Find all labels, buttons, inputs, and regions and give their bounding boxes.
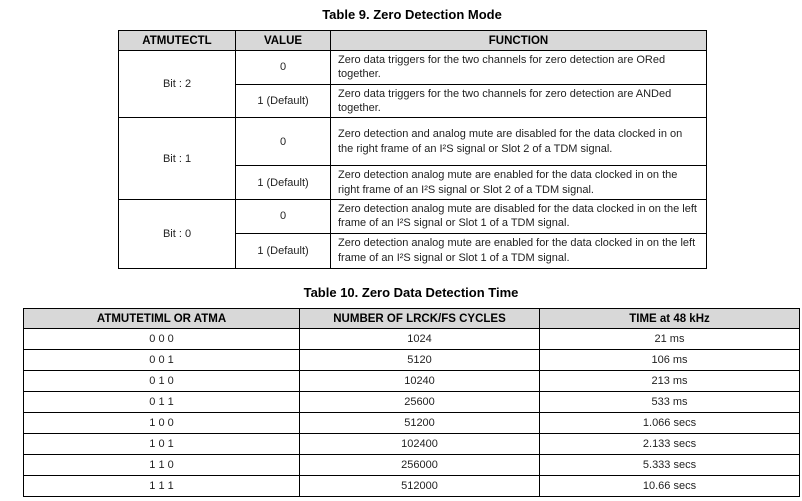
code-cell: 0 0 1 [24,350,300,371]
code-cell: 0 1 1 [24,392,300,413]
table9-header-function: FUNCTION [331,31,707,51]
table10-header-time: TIME at 48 kHz [540,309,800,329]
value-cell: 0 [236,200,331,234]
value-cell: 0 [236,51,331,85]
cycles-cell: 25600 [300,392,540,413]
table-row [24,392,800,413]
function-cell: Zero data triggers for the two channels for zero detection are ORed together. [331,51,707,85]
time-cell: 5.333 secs [540,455,800,476]
value-cell: 1 (Default) [236,233,331,268]
code-cell: 0 0 0 [24,329,300,350]
code-cell: 0 1 0 [24,371,300,392]
value-cell: 0 [236,118,331,166]
table-row [24,371,800,392]
table-row [119,200,707,234]
bit-label-cell: Bit : 1 [119,118,236,200]
function-cell: Zero detection analog mute are disabled for the data clocked in on the left frame of an I²S signal or Slot 1 of a TDM signal. [331,200,707,234]
time-cell: 1.066 secs [540,413,800,434]
table-row [24,434,800,455]
cycles-cell: 5120 [300,350,540,371]
function-cell: Zero detection analog mute are enabled for the data clocked in on the right frame of an I²S signal or Slot 2 of a TDM signal. [331,166,707,200]
value-cell: 1 (Default) [236,166,331,200]
table10-title: Table 10. Zero Data Detection Time [303,285,519,300]
table-row [24,413,800,434]
table10-header-cycles: NUMBER OF LRCK/FS CYCLES [300,309,540,329]
table10-zero-data-detection-time [23,308,800,497]
time-cell: 2.133 secs [540,434,800,455]
cycles-cell: 51200 [300,413,540,434]
table10-header-row [24,309,800,329]
table9-header-value: VALUE [236,31,331,51]
zero-data-detection-time-section [23,285,799,497]
table-row [24,455,800,476]
cycles-cell: 102400 [300,434,540,455]
table-row [119,118,707,166]
table9-header-atmutectl: ATMUTECTL [119,31,236,51]
table-row [119,51,707,85]
code-cell: 1 0 1 [24,434,300,455]
zero-detection-mode-section [118,7,706,269]
table9-header-row [119,31,707,51]
value-cell: 1 (Default) [236,84,331,118]
table9-zero-detection-mode [118,30,707,269]
function-cell: Zero detection analog mute are enabled for the data clocked in on the left frame of an I²S signal or Slot 1 of a TDM signal. [331,233,707,268]
cycles-cell: 10240 [300,371,540,392]
time-cell: 533 ms [540,392,800,413]
function-cell: Zero data triggers for the two channels for zero detection are ANDed together. [331,84,707,118]
table10-header-atmutetiml: ATMUTETIML OR ATMA [24,309,300,329]
cycles-cell: 512000 [300,476,540,497]
time-cell: 106 ms [540,350,800,371]
table-row [24,350,800,371]
code-cell: 1 1 1 [24,476,300,497]
code-cell: 1 1 0 [24,455,300,476]
cycles-cell: 1024 [300,329,540,350]
bit-label-cell: Bit : 0 [119,200,236,269]
bit-label-cell: Bit : 2 [119,51,236,118]
time-cell: 21 ms [540,329,800,350]
time-cell: 213 ms [540,371,800,392]
table9-title: Table 9. Zero Detection Mode [322,7,502,22]
code-cell: 1 0 0 [24,413,300,434]
table-row [24,329,800,350]
time-cell: 10.66 secs [540,476,800,497]
table-row [24,476,800,497]
cycles-cell: 256000 [300,455,540,476]
function-cell: Zero detection and analog mute are disabled for the data clocked in on the right frame of an I²S signal or Slot 2 of a TDM signal. [331,118,707,166]
